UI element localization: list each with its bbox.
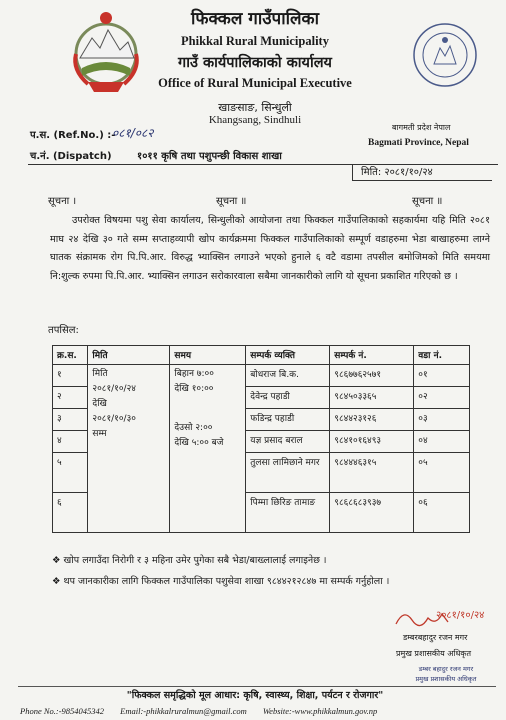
date-line: मिति [92, 369, 108, 379]
cell-sn: ३ [53, 409, 88, 431]
diamond-bullet-icon: ❖ [52, 555, 64, 566]
table-row [53, 365, 470, 387]
stamp-line: प्रमुख प्रशासकीय अधिकृत [415, 675, 477, 683]
date-box: मिति: २०८१/१०/२४ [352, 164, 492, 181]
cell-date-range [88, 365, 170, 533]
footer-contact [20, 706, 500, 716]
province-en: Bagmati Province, Nepal [368, 138, 469, 148]
tapasil-label: तपसिल: [48, 325, 79, 336]
cell-contact-name: बोधराज बि.क. [246, 365, 330, 387]
cell-contact-phone: ९८६७७६२५७१ [330, 365, 414, 387]
exec-office-en: Office of Rural Municipal Executive [158, 76, 352, 90]
diamond-bullet-icon: ❖ [52, 576, 64, 587]
bullet-text: खोप लगाउँदा निरोगी र ३ महिना उमेर पुगेका सबै भेडा/बाख्लालाई लगाइनेछ । [63, 555, 327, 566]
signature-date: २०८१/१०/२४ [436, 610, 485, 621]
cell-contact-name: यज्ञ प्रसाद बराल [246, 431, 330, 453]
bullet-item [52, 573, 492, 591]
date-line: २०८१/१०/३० [92, 414, 136, 424]
date-line: सम्म [92, 429, 107, 439]
province-np: बागमती प्रदेश नेपाल [392, 123, 451, 132]
bullet-text: थप जानकारीका लागि फिक्कल गाउँपालिका पशुसेवा शाखा ९८४४२१२८४७ मा सम्पर्क गर्नुहोला । [63, 576, 390, 587]
cell-ward: ०४ [414, 431, 470, 453]
signatory-title: प्रमुख प्रशासकीय अधिकृत [396, 649, 472, 658]
office-name-np: फिक्कल गाउँपालिका [190, 9, 319, 29]
cell-sn: ६ [53, 493, 88, 533]
official-stamp [405, 664, 487, 686]
time-line: बिहान ७:०० [174, 369, 214, 379]
stamp-line: डम्बर बहादुर रजन मगर [418, 665, 474, 673]
cell-ward: ०१ [414, 365, 470, 387]
col-header-ward: वडा नं. [414, 346, 470, 365]
footer-phone: Phone No.:-9854045342 [20, 706, 105, 716]
cell-ward: ०२ [414, 387, 470, 409]
dispatch-value: १०११ कृषि तथा पशुपन्छी विकास शाखा [137, 151, 282, 162]
place-np: खाङसाङ, सिन्धुली [218, 101, 292, 114]
cell-sn: २ [53, 387, 88, 409]
cell-contact-name: पिम्मा छिरिङ तामाङ [246, 493, 330, 533]
footer-email: Email:-phikkalruralmun@gmail.com [120, 706, 247, 716]
time-line: देउसो २:०० [174, 423, 213, 433]
cell-contact-phone: ९८४४२३१२६ [330, 409, 414, 431]
date-line: देखि [92, 399, 107, 409]
seal-icon [408, 20, 482, 90]
date-line: २०८१/१०/२४ [92, 384, 136, 394]
notice-body: उपरोक्त विषयमा पशु सेवा कार्यालय, सिन्धुलीको आयोजना तथा फिक्कल गाउँपालिकाको सहकार्यमा यहि मिति २०८१ माघ २४ देखि ३० गते सम्म सप्ताहव्यापी खोप कार्यक्रममा फिक्कल गाउँपालिकाको सम्पूर्ण वडाहरुमा भेडा बाखाहरुमा लाग्ने घातक संक्रामक रोग पि.पि.आर. विरुद्ध भ्याक्सिन लगाउने भएको हुनाले ६ वटै वडामा तपसील बमोजिमको मिति समयमा नि:शुल्क रुपमा पि.पि.आर. भ्याक्सिन लगाउन सरोकारवाला सबैमा जानकारीको लागि यो सूचना प्रकाशित गरिएको छ । [50, 215, 490, 282]
cell-ward: ०६ [414, 493, 470, 533]
cell-ward: ०३ [414, 409, 470, 431]
col-header-time: समय [170, 346, 246, 365]
cell-contact-phone: ९८६८६८३९३७ [330, 493, 414, 533]
col-header-date: मिति [88, 346, 170, 365]
signatory-name: डम्बरबहादुर रजन मगर [403, 633, 468, 642]
col-header-sn: क्र.स. [53, 346, 88, 365]
cell-contact-name: फडिन्द्र पहाडी [246, 409, 330, 431]
footer-website: Website:-www.phikkalmun.gov.np [262, 706, 378, 716]
ref-label: प.स. (Ref.No.) :- [30, 130, 116, 141]
notice-heading-1: सूचना । [48, 196, 77, 207]
schedule-table [52, 345, 470, 533]
cell-sn: ४ [53, 431, 88, 453]
ref-value: ०८१/०८२ [112, 126, 154, 140]
dispatch-label: च.नं. (Dispatch) [30, 151, 112, 162]
cell-contact-phone: ९८४५०३३६५ [330, 387, 414, 409]
office-name-en: Phikkal Rural Municipality [181, 34, 329, 48]
exec-office-np: गाउँ कार्यपालिकाको कार्यालय [178, 55, 332, 71]
time-line: देखि १०:०० [174, 384, 214, 394]
notice-heading-3: सूचना ॥ [412, 196, 443, 207]
cell-sn: १ [53, 365, 88, 387]
col-header-contact-person: सम्पर्क व्यक्ति [246, 346, 330, 365]
notice-heading-2: सूचना ॥ [216, 196, 247, 207]
cell-contact-phone: ९८४१०१६४९३ [330, 431, 414, 453]
signature-scribble [392, 606, 492, 630]
footer-divider [18, 686, 496, 687]
cell-contact-name: तुलसा लामिछाने मगर [246, 453, 330, 493]
cell-contact-phone: ९८४४४६३१५ [330, 453, 414, 493]
time-line: देखि ५:०० बजे [174, 438, 224, 448]
table-header-row [53, 346, 470, 365]
place-en: Khangsang, Sindhuli [208, 114, 302, 126]
cell-sn: ५ [53, 453, 88, 493]
bullet-item [52, 552, 492, 570]
cell-contact-name: देवेन्द्र पहाडी [246, 387, 330, 409]
cell-ward: ०५ [414, 453, 470, 493]
cell-time-range [170, 365, 246, 533]
footer-motto: "फिक्कल समृद्धिको मूल आधार: कृषि, स्वास्थ्य, शिक्षा, पर्यटन र रोजगार" [126, 690, 384, 701]
col-header-contact-no: सम्पर्क नं. [330, 346, 414, 365]
